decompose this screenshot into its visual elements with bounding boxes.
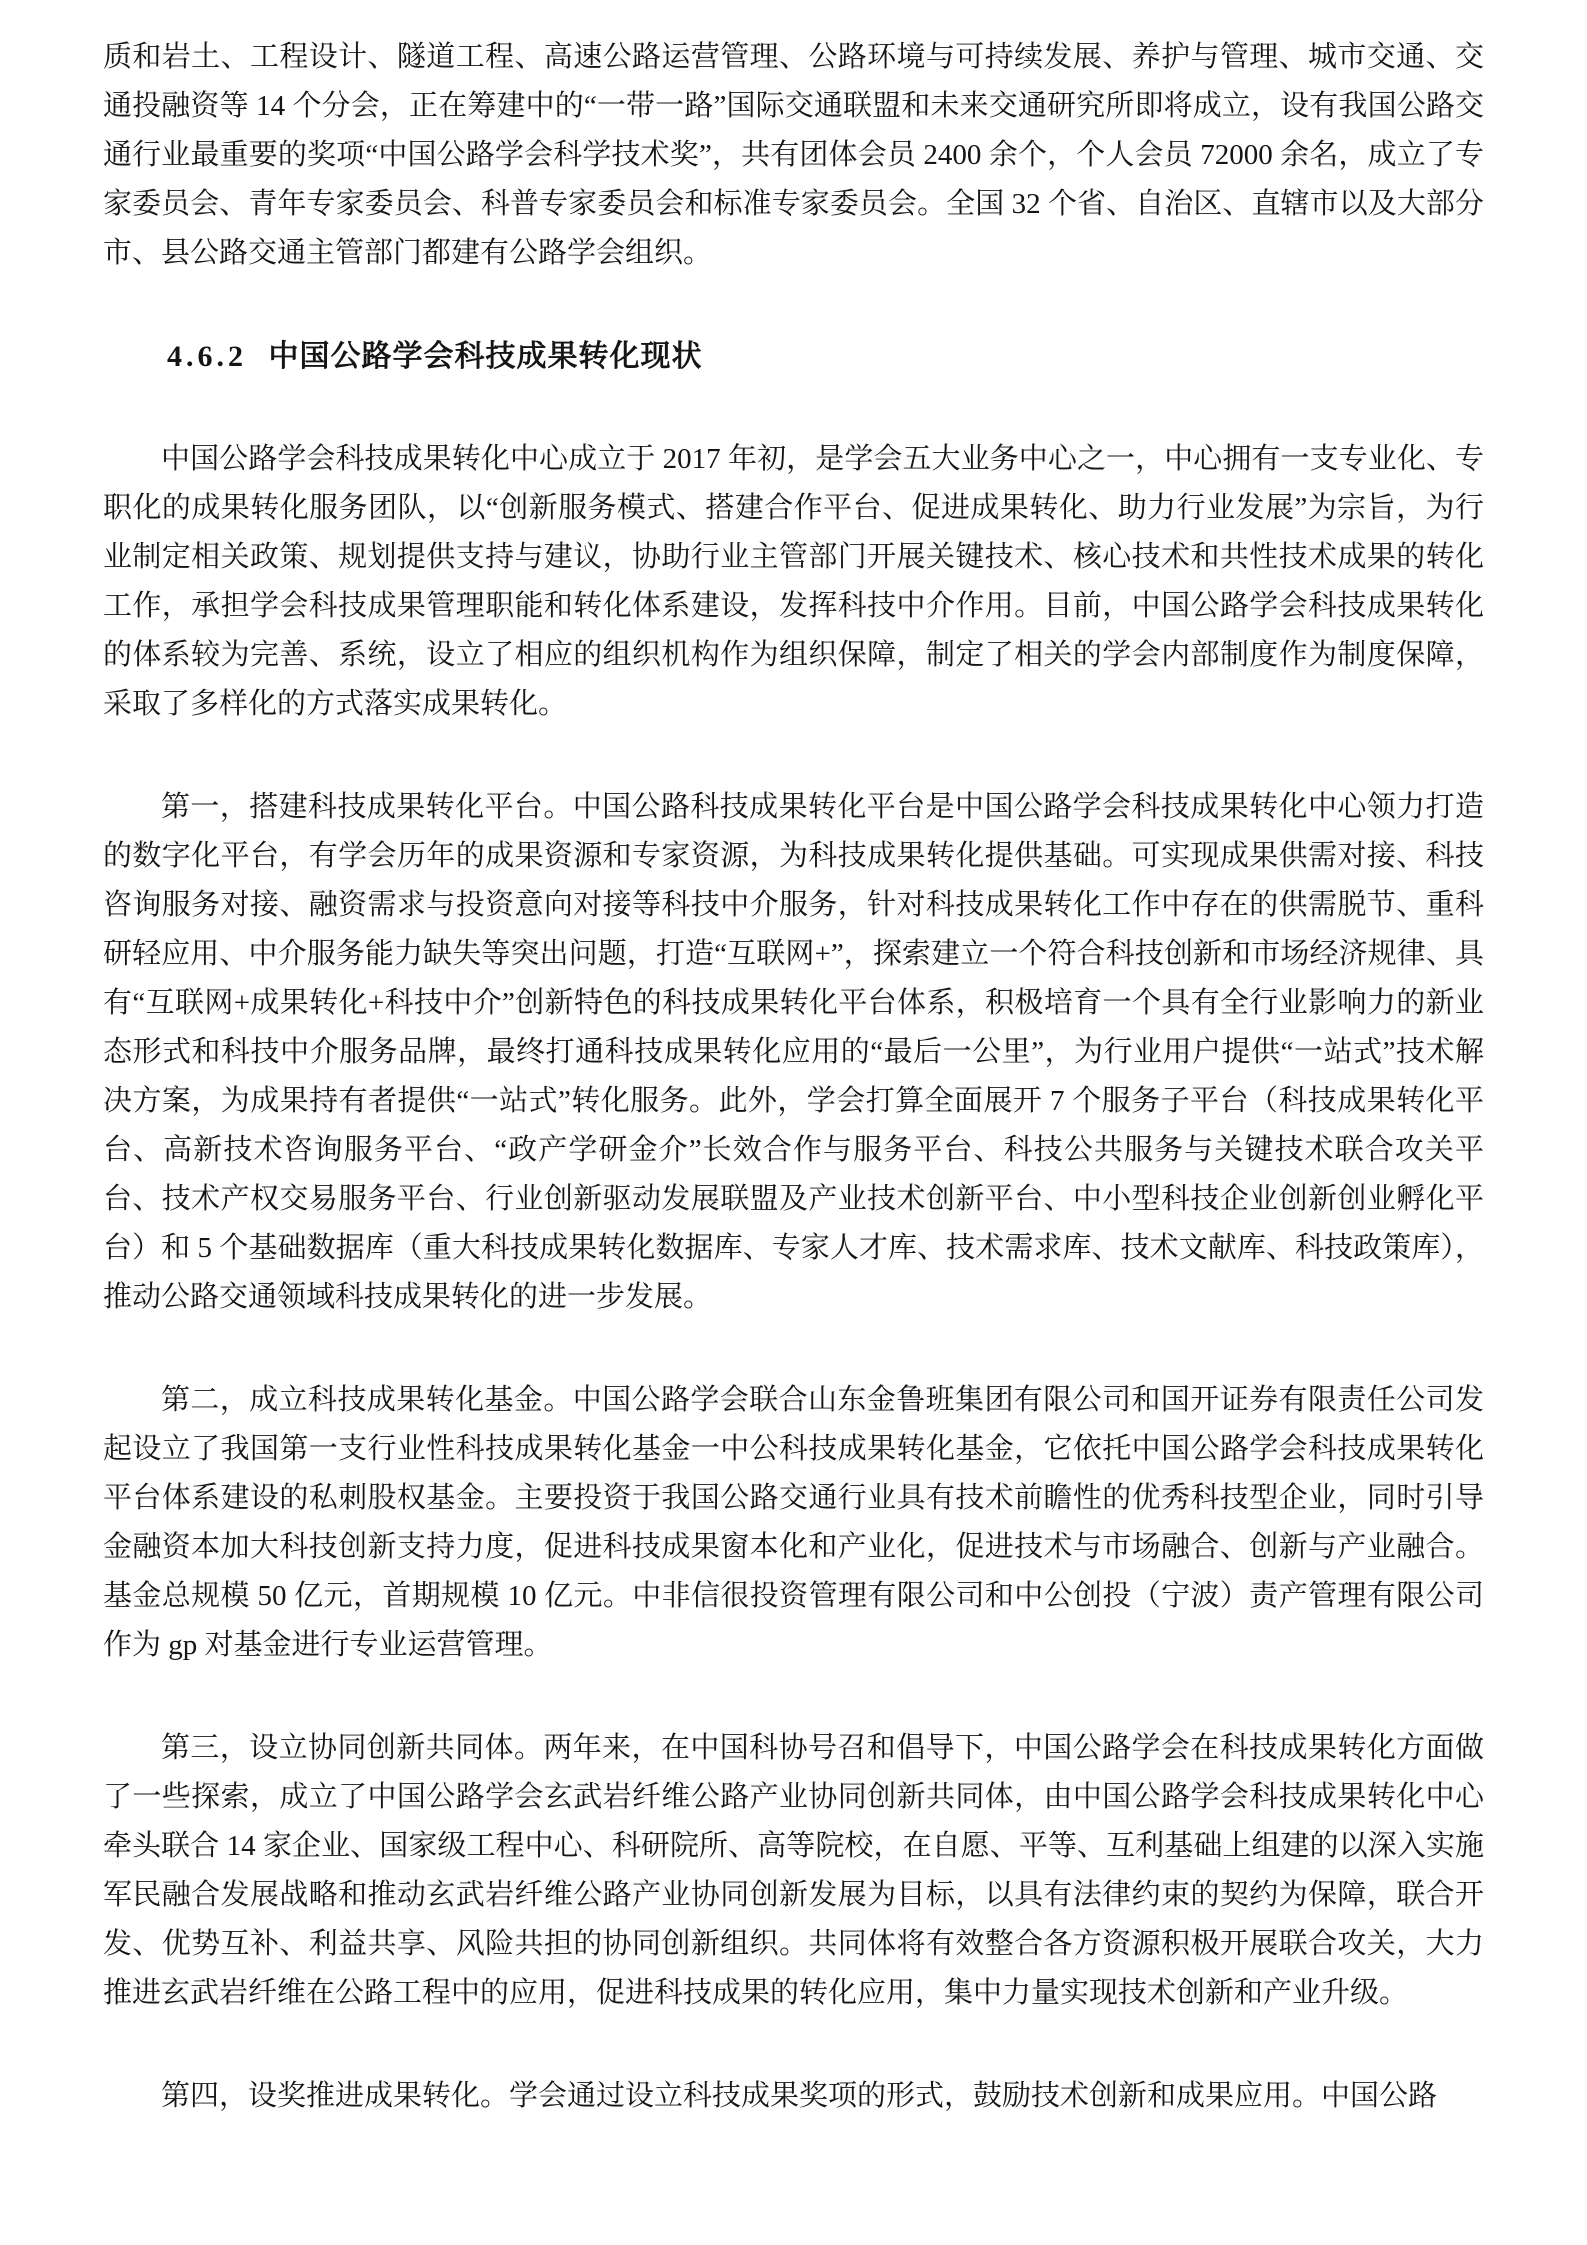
paragraph-first-platform: 第一，搭建科技成果转化平台。中国公路科技成果转化平台是中国公路学会科技成果转化中心领力打造的数字化平台，有学会历年的成果资源和专家资源，为科技成果转化提供基础。可实现成果供需对接、科技咨询服务对接、融资需求与投资意向对接等科技中介服务，针对科技成果转化工作中存在的供需脱节、重科研轻应用、中介服务能力缺失等突出问题，打造“互联网+”，探索建立一个符合科技创新和市场经济规律、具有“互联网+成果转化+科技中介”创新特色的科技成果转化平台体系，积极培育一个具有全行业影响力的新业态形式和科技中介服务品牌，最终打通科技成果转化应用的“最后一公里”，为行业用户提供“一站式”技术解决方案，为成果持有者提供“一站式”转化服务。此外，学会打算全面展开 7 个服务子平台（科技成果转化平台、高新技术咨询服务平台、“政产学研金介”长效合作与服务平台、科技公共服务与关键技术联合攻关平台、技术产权交易服务平台、行业创新驱动发展联盟及产业技术创新平台、中小型科技企业创新创业孵化平台）和 5 个基础数据库（重大科技成果转化数据库、专家人才库、技术需求库、技术文献库、科技政策库），推动公路交通领域科技成果转化的进一步发展。 [103, 791, 1484, 1313]
paragraph-continuation: 质和岩土、工程设计、隧道工程、高速公路运营管理、公路环境与可持续发展、养护与管理、城市交通、交通投融资等 14 个分会，正在筹建中的“一带一路”国际交通联盟和未来交通研究所即将成立，设有我国公路交通行业最重要的奖项“中国公路学会科学技术奖”，共有团体会员 2400 余个，个人会员 72000 余名，成立了专家委员会、青年专家委员会、科普专家委员会和标准专家委员会。全国 32 个省、自治区、直辖市以及大部分市、县公路交通主管部门都建有公路学会组织。 [103, 41, 1484, 269]
section-title: 中国公路学会科技成果转化现状 [268, 340, 703, 373]
paragraph-second-fund: 第二，成立科技成果转化基金。中国公路学会联合山东金鲁班集团有限公司和国开证券有限责任公司发起设立了我国第一支行业性科技成果转化基金一中公科技成果转化基金，它依托中国公路学会科技成果转化平台体系建设的私刺股权基金。主要投资于我国公路交通行业具有技术前瞻性的优秀科技型企业，同时引导金融资本加大科技创新支持力度，促进科技成果窗本化和产业化，促进技术与市场融合、创新与产业融合。基金总规模 50 亿元，首期规模 10 亿元。中非信很投资管理有限公司和中公创投（宁波）责产管理有限公司作为 gp 对基金进行专业运营管理。 [103, 1384, 1484, 1661]
section-number: 4.6.2 [167, 340, 247, 373]
paragraph-third-community: 第三，设立协同创新共同体。两年来，在中国科协号召和倡导下，中国公路学会在科技成果转化方面做了一些探索，成立了中国公路学会玄武岩纤维公路产业协同创新共同体，由中国公路学会科技成果转化中心牵头联合 14 家企业、国家级工程中心、科研院所、高等院校，在自愿、平等、互利基础上组建的以深入实施军民融合发展战略和推动玄武岩纤维公路产业协同创新发展为目标，以具有法律约束的契约为保障，联合开发、优势互补、利益共享、风险共担的协同创新组织。共同体将有效整合各方资源积极开展联合攻关，大力推进玄武岩纤维在公路工程中的应用，促进科技成果的转化应用，集中力量实现技术创新和产业升级。 [103, 1732, 1484, 2009]
paragraph-center-intro: 中国公路学会科技成果转化中心成立于 2017 年初，是学会五大业务中心之一，中心拥有一支专业化、专职化的成果转化服务团队，以“创新服务模式、搭建合作平台、促进成果转化、助力行业发展”为宗旨，为行业制定相关政策、规划提供支持与建议，协助行业主管部门开展关键技术、核心技术和共性技术成果的转化工作，承担学会科技成果管理职能和转化体系建设，发挥科技中介作用。目前，中国公路学会科技成果转化的体系较为完善、系统，设立了相应的组织机构作为组织保障，制定了相关的学会内部制度作为制度保障，采取了多样化的方式落实成果转化。 [103, 443, 1484, 720]
section-heading [103, 332, 1484, 381]
paragraph-fourth-award: 第四，设奖推进成果转化。学会通过设立科技成果奖项的形式，鼓励技术创新和成果应用。中国公路 [161, 2080, 1438, 2112]
